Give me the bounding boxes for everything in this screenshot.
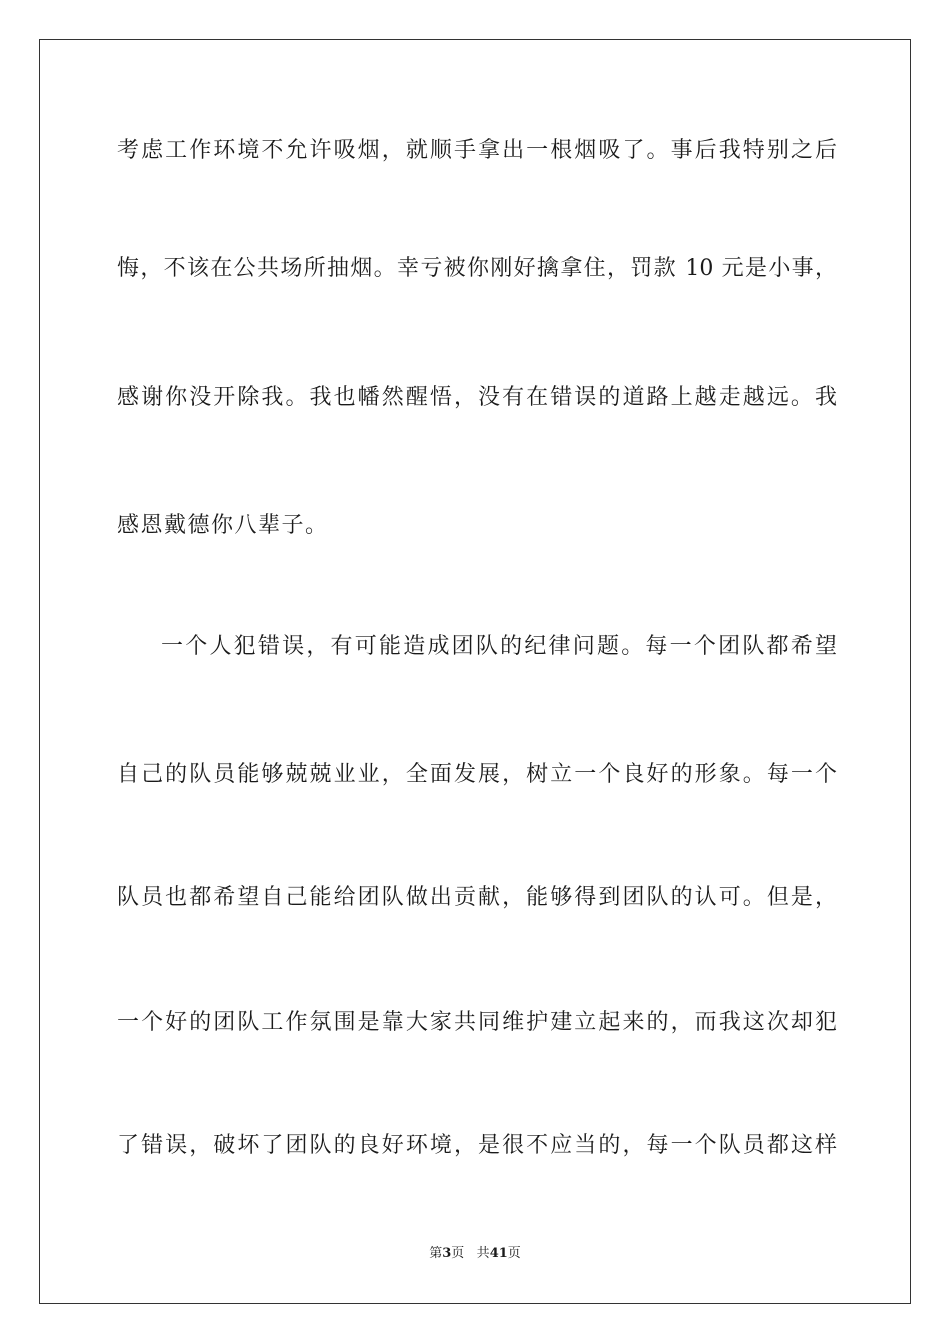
text-line: 悔，不该在公共场所抽烟。幸亏被你刚好擒拿住，罚款 10 元是小事， — [117, 256, 837, 281]
current-page-number: 3 — [442, 1246, 452, 1261]
text-line: 了错误，破坏了团队的良好环境，是很不应当的，每一个队员都这样 — [117, 1133, 837, 1158]
text-line: 自己的队员能够兢兢业业，全面发展，树立一个良好的形象。每一个 — [117, 762, 837, 787]
total-label-suffix: 页 — [507, 1246, 521, 1261]
page-label-prefix: 第 — [429, 1246, 443, 1261]
page-footer — [0, 1246, 950, 1262]
text-line: 感恩戴德你八辈子。 — [117, 513, 329, 538]
page-border — [39, 39, 911, 1304]
text-line: 考虑工作环境不允许吸烟，就顺手拿出一根烟吸了。事后我特别之后 — [117, 138, 837, 163]
text-line: 感谢你没开除我。我也幡然醒悟，没有在错误的道路上越走越远。我 — [117, 385, 837, 410]
total-page-count: 41 — [489, 1246, 508, 1261]
page-label-suffix: 页 — [451, 1246, 465, 1261]
paragraph-first-line: 一个人犯错误，有可能造成团队的纪律问题。每一个团队都希望 — [161, 634, 837, 659]
text-line: 队员也都希望自己能给团队做出贡献，能够得到团队的认可。但是， — [117, 885, 837, 910]
total-label-prefix: 共 — [476, 1246, 490, 1261]
text-line: 一个好的团队工作氛围是靠大家共同维护建立起来的，而我这次却犯 — [117, 1010, 837, 1035]
